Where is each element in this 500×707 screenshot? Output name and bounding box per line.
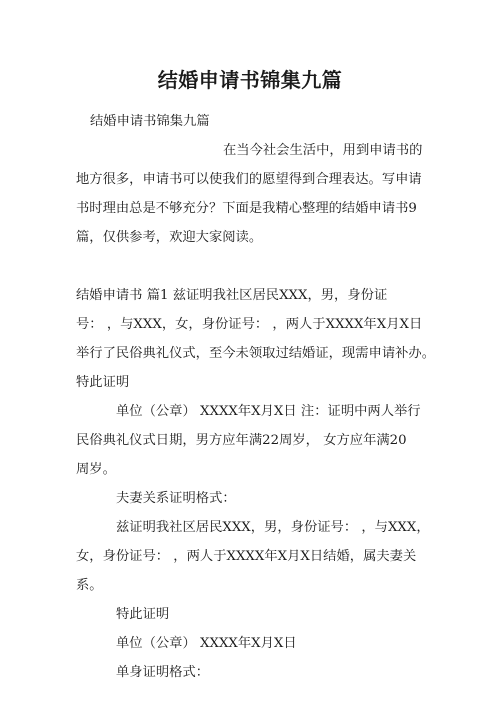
intro-line-4: 篇，仅供参考，欢迎大家阅读。 (76, 230, 263, 245)
spouse-line-3: 系。 (76, 578, 103, 593)
document-subtitle: 结婚申请书锦集九篇 (90, 114, 210, 129)
document-body (76, 107, 436, 687)
spouse-format-label: 夫妻关系证明格式： (116, 491, 236, 506)
unit-line-1: 单位（公章） XXXX年X月X日 注：证明中两人举行 (116, 404, 421, 419)
intro-line-3: 书时理由总是不够充分？下面是我精心整理的结婚申请书9 (76, 201, 417, 216)
document-title: 结婚申请书锦集九篇 (157, 68, 343, 92)
special-proof: 特此证明 (116, 607, 170, 622)
unit-line-3: 周岁。 (76, 462, 116, 477)
unit-line-2: 民俗典礼仪式日期，男方应年满22周岁， 女方应年满20 (76, 433, 407, 448)
article1-line-1: 结婚申请书 篇1 兹证明我社区居民XXX，男，身份证 (76, 288, 388, 303)
article1-line-3: 举行了民俗典礼仪式，至今未领取过结婚证，现需申请补办。 (76, 346, 436, 361)
article1-line-4: 特此证明 (76, 375, 130, 390)
spouse-line-2: 女，身份证号： ，两人于XXXX年X月X日结婚，属夫妻关 (76, 549, 417, 564)
spouse-line-1: 兹证明我社区居民XXX，男，身份证号： ，与XXX， (116, 520, 430, 535)
intro-line-1: 在当今社会生活中，用到申请书的 (223, 143, 423, 158)
intro-line-2: 地方很多，申请书可以使我们的愿望得到合理表达。写申请 (76, 172, 422, 187)
unit-date: 单位（公章） XXXX年X月X日 (116, 636, 297, 651)
paragraph-gap (76, 252, 428, 281)
article1-line-2: 号： ，与XXX，女，身份证号： ，两人于XXXX年X月X日 (76, 317, 423, 332)
single-format-label: 单身证明格式： (116, 665, 210, 680)
